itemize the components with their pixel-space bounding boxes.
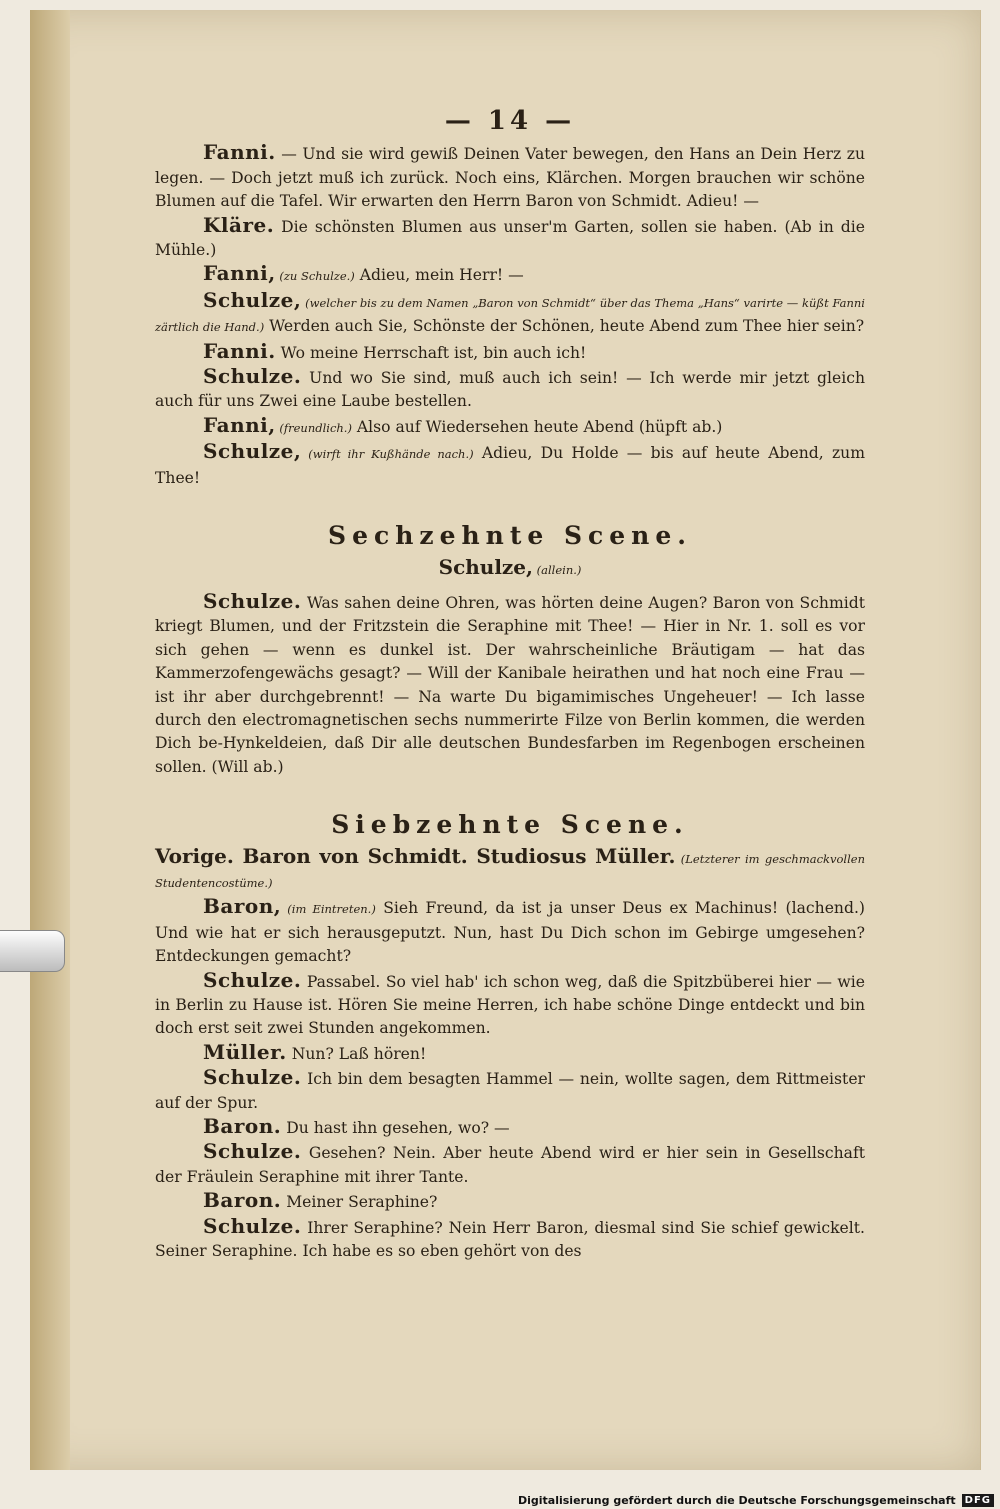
cast-names: Vorige. Baron von Schmidt. Studiosus Müller. bbox=[155, 843, 676, 868]
speech-text: Adieu, Du Holde — bis auf heute Abend, zum Thee! bbox=[155, 444, 865, 487]
stage-direction: (freundlich.) bbox=[275, 420, 352, 435]
speech-text: Was sahen deine Ohren, was hörten deine Augen? Baron von Schmidt kriegt Blumen, und der Fritzstein die Seraphine mit Thee! — Hier in Nr. 1. soll es vor sich gehen — wenn es dunkel ist. Der wahrscheinliche Bräutigam — hat das Kammerzofengewächs gesagt? — Will der Kanibale heirathen und hat noch eine Frau — ist ihr aber durchgebrennt! — Na warte Du bigamimisches Ungeheuer! — Ich lasse durch den electromagnetischen sechs nummerirte Filze von Berlin kommen, die werden Dich be-Hynkeldeien, daß Dir alle deutschen Bundesfarben im Regenbogen erscheinen sollen. (Will ab.) bbox=[155, 593, 865, 776]
speaker-name: Müller. bbox=[203, 1039, 287, 1064]
speaker-name: Schulze. bbox=[203, 1065, 302, 1090]
speech-text: Sieh Freund, da ist ja unser Deus ex Machinus! (lachend.) Und wie hat er sich herausgeputzt. Nun, hast Du Dich schon im Gebirge umgesehen? Entdeckungen gemacht? bbox=[155, 899, 865, 966]
speech-text: Also auf Wiedersehen heute Abend (hüpft ab.) bbox=[351, 417, 723, 436]
speech-paragraph bbox=[155, 1189, 865, 1214]
scene-heading: Siebzehnte Scene. bbox=[331, 810, 689, 840]
speaker-name: Schulze. bbox=[203, 967, 302, 992]
speaker-name: Baron, bbox=[203, 894, 282, 919]
speaker-name: Schulze. bbox=[203, 588, 302, 613]
stage-direction: (welcher bis zu dem Namen „Baron von Schmidt“ über das Thema „Hans“ varirte — küßt Fanni zärtlich die Hand.) bbox=[155, 295, 865, 335]
speech-paragraph bbox=[155, 895, 865, 968]
speaker-name: Baron. bbox=[203, 1188, 282, 1213]
speech-text: Meiner Seraphine? bbox=[281, 1193, 438, 1212]
speech-paragraph bbox=[155, 214, 865, 263]
speaker-name: Kläre. bbox=[203, 212, 275, 237]
speech-text: Nun? Laß hören! bbox=[286, 1044, 427, 1063]
speech-text: Passabel. So viel hab' ich schon weg, daß die Spitzbüberei hier — wie in Berlin zu Hause ist. Hören Sie meine Herren, ich habe schöne Dinge entdeckt und bin doch erst seit zwei Stunden angekommen. bbox=[155, 972, 865, 1038]
speech-paragraph bbox=[155, 1066, 865, 1115]
speaker-name: Fanni, bbox=[203, 261, 276, 286]
speech-text: Ihrer Seraphine? Nein Herr Baron, diesmal sind Sie schief gewickelt. Seiner Seraphine. Ich habe es so eben gehört von des bbox=[155, 1218, 865, 1261]
footer-text: Digitalisierung gefördert durch die Deutsche Forschungsgemeinschaft bbox=[517, 1494, 956, 1507]
dfg-logo: DFG bbox=[962, 1494, 994, 1507]
speaker-name: Schulze. bbox=[203, 1213, 302, 1238]
bookmark-strip bbox=[0, 930, 65, 972]
speech-text: Werden auch Sie, Schönste der Schönen, heute Abend zum Thee hier sein? bbox=[264, 317, 865, 336]
speaker-name: Schulze, bbox=[203, 287, 302, 312]
speech-text: Ich bin dem besagten Hammel — nein, wollte sagen, dem Rittmeister auf der Spur. bbox=[155, 1070, 865, 1112]
speech-paragraph bbox=[155, 340, 865, 365]
speech-paragraph bbox=[155, 969, 865, 1041]
speaker-name: Schulze, bbox=[203, 439, 302, 464]
scene-heading: Sechzehnte Scene. bbox=[328, 521, 692, 551]
speech-text: Wo meine Herrschaft ist, bin auch ich! bbox=[275, 343, 587, 362]
speech-text: — Und sie wird gewiß Deinen Vater bewegen, den Hans an Dein Herz zu legen. — Doch jetzt muß ich zurück. Noch eins, Klärchen. Morgen brauchen wir schöne Blumen auf die Tafel. Wir erwarten den Herrn Baron von Schmidt. Adieu! — bbox=[155, 145, 865, 211]
speech-paragraph bbox=[155, 1115, 865, 1140]
speaker-name: Schulze. bbox=[203, 364, 302, 389]
speaker-name: Schulze. bbox=[203, 1139, 302, 1164]
speech-text: Und wo Sie sind, muß auch ich sein! — Ich werde mir jetzt gleich auch für uns Zwei eine Laube bestellen. bbox=[155, 369, 865, 411]
speech-paragraph bbox=[155, 1041, 865, 1066]
speech-paragraph bbox=[155, 440, 865, 490]
speech-paragraph bbox=[155, 590, 865, 779]
footer-credit bbox=[518, 1494, 994, 1507]
speaker-name: Fanni. bbox=[203, 140, 276, 165]
stage-direction: (im Eintreten.) bbox=[281, 902, 376, 917]
stage-direction: (wirft ihr Kußhände nach.) bbox=[301, 447, 474, 462]
speech-paragraph bbox=[155, 414, 865, 440]
speaker-name: Fanni, bbox=[203, 412, 276, 437]
cast-note: (Letzterer im geschmackvollen Studentencostüme.) bbox=[155, 851, 865, 890]
speech-text: Die schönsten Blumen aus unser'm Garten, sollen sie haben. (Ab in die Mühle.) bbox=[155, 217, 865, 260]
page-text bbox=[155, 106, 865, 1263]
page-number: — 14 — bbox=[444, 106, 576, 136]
speech-paragraph bbox=[155, 1140, 865, 1189]
scene-subheading bbox=[155, 556, 865, 582]
page-binding bbox=[30, 10, 70, 1470]
cast-line bbox=[155, 845, 865, 896]
speech-paragraph bbox=[155, 289, 865, 340]
speaker-name: Fanni. bbox=[203, 338, 276, 363]
speech-paragraph bbox=[155, 1215, 865, 1264]
speech-paragraph bbox=[155, 262, 865, 288]
speech-paragraph bbox=[155, 141, 865, 213]
speech-text: Du hast ihn gesehen, wo? — bbox=[281, 1119, 510, 1138]
stage-direction: (allein.) bbox=[532, 562, 582, 577]
speech-paragraph bbox=[155, 365, 865, 414]
speech-text: Adieu, mein Herr! — bbox=[354, 266, 524, 285]
subheading-speaker: Schulze, bbox=[438, 554, 533, 579]
speaker-name: Baron. bbox=[203, 1114, 282, 1139]
text-blocks bbox=[155, 141, 865, 1263]
speech-text: Gesehen? Nein. Aber heute Abend wird er hier sein in Gesellschaft der Fräulein Seraphine mit ihrer Tante. bbox=[155, 1144, 865, 1186]
stage-direction: (zu Schulze.) bbox=[275, 269, 355, 284]
cast-list bbox=[155, 845, 865, 896]
